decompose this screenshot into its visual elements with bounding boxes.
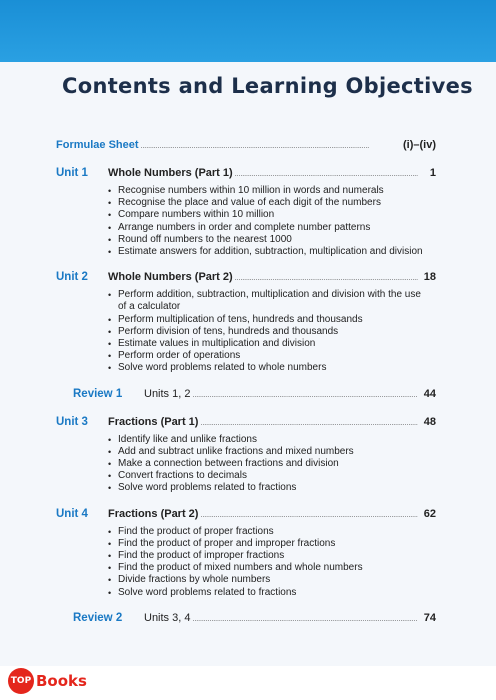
objective-item: • Identify like and unlike fractions xyxy=(118,434,436,446)
entry-code: Review 1 xyxy=(73,387,123,400)
objective-item: • Find the product of mixed numbers and whole numbers xyxy=(118,562,436,574)
dot-leader xyxy=(235,166,418,182)
learning-objectives xyxy=(56,185,436,258)
entry-code: Unit 3 xyxy=(56,415,88,428)
objective-item: • Add and subtract unlike fractions and mixed numbers xyxy=(118,446,436,458)
logo-circle: TOP xyxy=(8,668,34,694)
page-title: Contents and Learning Objectives xyxy=(62,74,473,98)
page-number: 74 xyxy=(423,611,436,624)
objective-item: • Divide fractions by whole numbers xyxy=(118,574,436,586)
objective-item: • Perform multiplication of tens, hundreds and thousands xyxy=(118,314,436,326)
learning-objectives xyxy=(56,526,436,599)
entry-title: Fractions (Part 1) xyxy=(108,415,199,428)
entry-title: Formulae Sheet xyxy=(56,139,139,151)
objective-item: • Round off numbers to the nearest 1000 xyxy=(118,234,436,246)
entry-code: Review 2 xyxy=(73,611,123,624)
entry-title: Whole Numbers (Part 2) xyxy=(108,271,233,284)
page-number: 48 xyxy=(423,415,436,428)
objective-item: • Perform addition, subtraction, multiplication and division with the use xyxy=(118,289,436,301)
objective-item: • Estimate values in multiplication and division xyxy=(118,338,436,350)
toc-row xyxy=(56,166,436,182)
objective-item: • Find the product of proper fractions xyxy=(118,526,436,538)
objective-item: of a calculator xyxy=(118,301,181,313)
learning-objectives xyxy=(56,289,436,374)
dot-leader xyxy=(141,138,401,154)
entry-code: Unit 2 xyxy=(56,271,88,284)
dot-leader xyxy=(192,387,418,403)
objective-item: • Find the product of improper fractions xyxy=(118,550,436,562)
unit-entry xyxy=(56,270,436,374)
objective-item: • Solve word problems related to fractions xyxy=(118,587,436,599)
toc-row xyxy=(56,611,436,627)
unit-entry xyxy=(56,507,436,599)
logo-word: Books xyxy=(36,672,87,690)
dot-leader xyxy=(200,507,418,523)
topbooks-logo xyxy=(8,668,87,694)
objective-item: • Compare numbers within 10 million xyxy=(118,209,436,221)
page-number: 1 xyxy=(429,167,436,179)
toc-row xyxy=(56,270,436,286)
objective-item: • Make a connection between fractions and division xyxy=(118,458,436,470)
unit-entry xyxy=(56,166,436,258)
objective-item: • Estimate answers for addition, subtraction, multiplication and division xyxy=(118,246,436,258)
entry-title: Whole Numbers (Part 1) xyxy=(108,167,233,179)
dot-leader xyxy=(235,270,418,286)
page-number: 62 xyxy=(423,507,436,520)
learning-objectives xyxy=(56,434,436,495)
page-number: 18 xyxy=(423,271,436,284)
toc-row xyxy=(56,415,436,431)
review-entry xyxy=(56,387,436,403)
page-number: (i)–(iv) xyxy=(403,139,436,151)
objective-item: • Convert fractions to decimals xyxy=(118,470,436,482)
objective-item: • Arrange numbers in order and complete number patterns xyxy=(118,222,436,234)
objective-item: • Perform order of operations xyxy=(118,350,436,362)
objective-item: • Solve word problems related to fractions xyxy=(118,482,436,494)
toc-row xyxy=(56,507,436,523)
objective-item: • Solve word problems related to whole numbers xyxy=(118,362,436,374)
entry-title: Units 3, 4 xyxy=(144,611,191,624)
dot-leader xyxy=(192,611,418,627)
entry-title: Fractions (Part 2) xyxy=(108,507,199,520)
entry-code: Unit 1 xyxy=(56,167,88,179)
entry-code: Unit 4 xyxy=(56,507,88,520)
objective-item: • Recognise the place and value of each digit of the numbers xyxy=(118,197,436,209)
entry-title: Units 1, 2 xyxy=(144,387,191,400)
header-band xyxy=(0,0,496,62)
toc-row xyxy=(56,387,436,403)
toc-row xyxy=(56,138,436,154)
objective-item: • Perform division of tens, hundreds and thousands xyxy=(118,326,436,338)
page-number: 44 xyxy=(423,387,436,400)
review-entry xyxy=(56,611,436,627)
table-of-contents xyxy=(56,138,436,627)
objective-item: • Find the product of proper and improper fractions xyxy=(118,538,436,550)
dot-leader xyxy=(200,415,418,431)
unit-entry xyxy=(56,415,436,495)
objective-item: • Recognise numbers within 10 million in words and numerals xyxy=(118,185,436,197)
formulae-entry xyxy=(56,138,436,154)
